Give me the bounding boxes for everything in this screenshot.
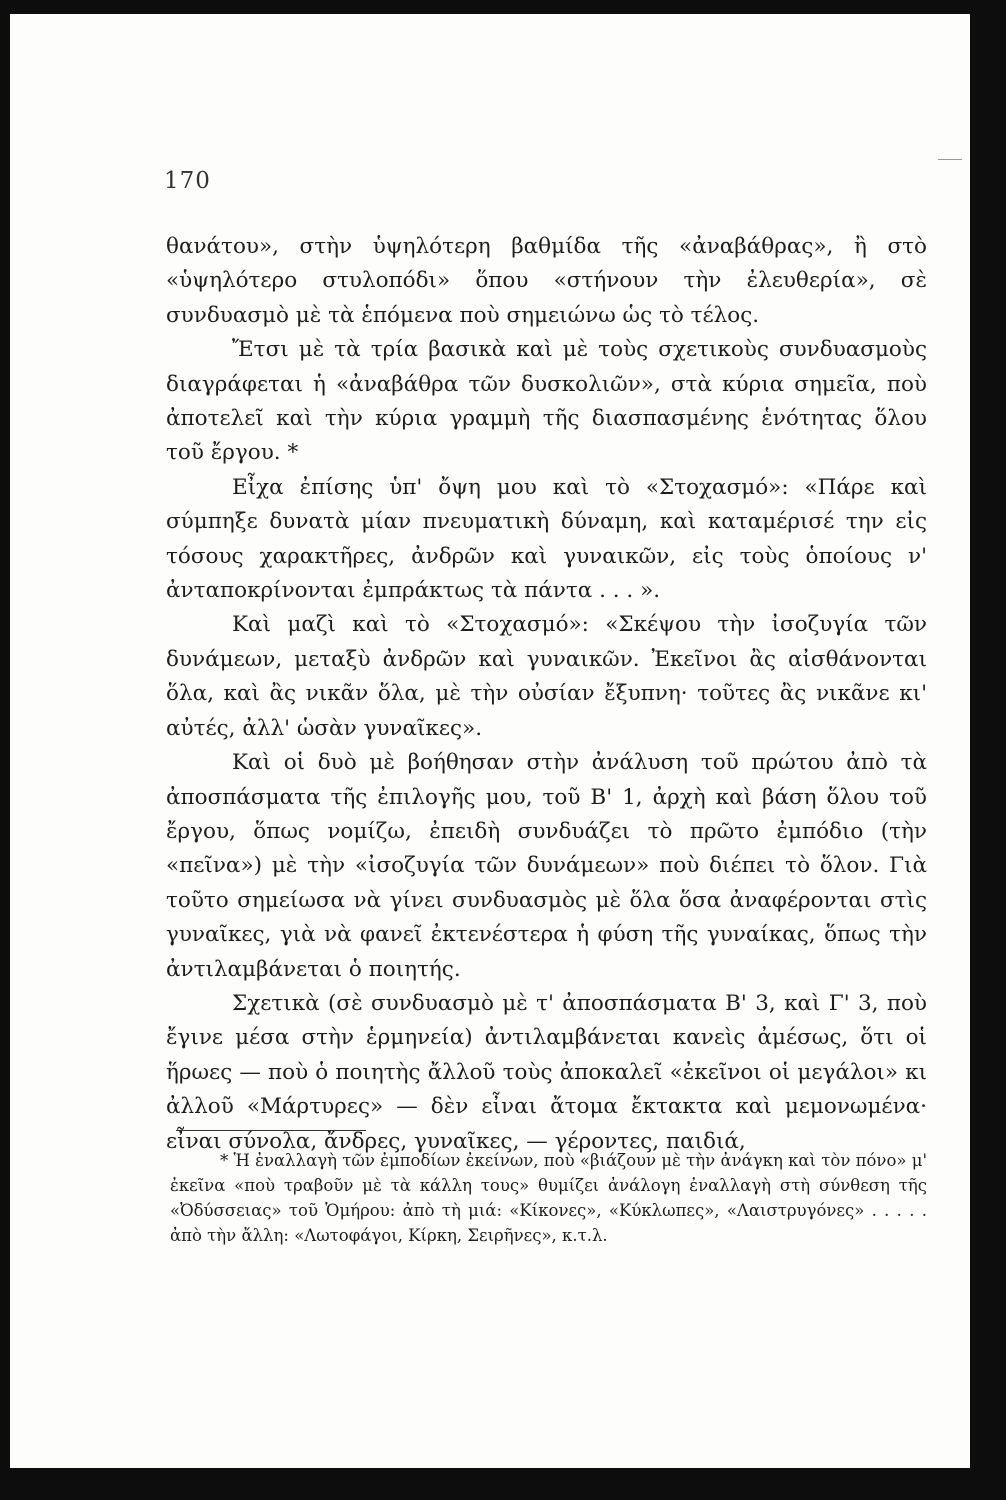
margin-mark — [938, 159, 962, 160]
page-number: 170 — [164, 168, 211, 194]
footnote — [170, 1148, 927, 1248]
paragraph: Καὶ μαζὶ καὶ τὸ «Στοχασμό»: «Σκέψου τὴν ἰσοζυγία τῶν δυνάμεων, μεταξὺ ἀνδρῶν καὶ γυναικῶν. Ἐκεῖνοι ἂς αἰσθάνονται ὅλα, καὶ ἂς νικᾶν ὅλα, μὲ τὴν οὐσίαν ἔξυπνη· τοῦτες ἂς νικᾶνε κι' αὐτές, ἀλλ' ὡσὰν γυναῖκες». — [166, 612, 927, 741]
scan-edge-right — [970, 14, 988, 1484]
paragraph: Καὶ οἱ δυὸ μὲ βοήθησαν στὴν ἀνάλυση τοῦ πρώτου ἀπὸ τὰ ἀποσπάσματα τῆς ἐπιλογῆς μου, τοῦ Β' 1, ἀρχὴ καὶ βάση ὅλου τοῦ ἔργου, ὅπως νομίζω, ἐπειδὴ συνδυάζει τὸ πρῶτο ἐμπόδιο (τὴν «πεῖνα») μὲ τὴν «ἰσοζυγία τῶν δυνάμεων» ποὺ διέπει τὸ ὅλον. Γιὰ τοῦτο σημείωσα νὰ γίνει συνδυασμὸς μὲ ὅλα ὅσα ἀναφέρονται στὶς γυναῖκες, γιὰ νὰ φανεῖ ἐκτενέστερα ἡ φύση τῆς γυναίκας, ὅπως τὴν ἀντιλαμβάνεται ὁ ποιητής. — [166, 750, 927, 982]
paper — [10, 14, 988, 1484]
paragraph: θανάτου», στὴν ὑψηλότερη βαθμίδα τῆς «ἀναβάθρας», ἢ στὸ «ὑψηλότερο στυλοπόδι» ὅπου «στήνουν τὴν ἐλευθερία», σὲ συνδυασμὸ μὲ τὰ ἑπόμενα ποὺ σημειώνω ὡς τὸ τέλος. — [166, 234, 927, 328]
paragraph: Ἔτσι μὲ τὰ τρία βασικὰ καὶ μὲ τοὺς σχετικοὺς συνδυασμοὺς διαγράφεται ἡ «ἀναβάθρα τῶν δυσκολιῶν», στὰ κύρια σημεῖα, ποὺ ἀποτελεῖ καὶ τὴν κύρια γραμμὴ τῆς διασπασμένης ἑνότητας ὅλου τοῦ ἔργου. * — [166, 337, 927, 466]
body-text — [166, 230, 927, 1159]
footnote-rule — [176, 1130, 366, 1131]
paragraph: Σχετικὰ (σὲ συνδυασμὸ μὲ τ' ἀποσπάσματα Β' 3, καὶ Γ' 3, ποὺ ἔγινε μέσα στὴν ἑρμηνεία) ἀντιλαμβάνεται κανεὶς ἀμέσως, ὅτι οἱ ἥρωες — ποὺ ὁ ποιητὴς ἄλλοῦ τοὺς ἀποκαλεῖ «ἐκεῖνοι οἱ μεγάλοι» κι ἀλλοῦ «Μάρτυρες» — δὲν εἶναι ἄτομα ἔκτακτα καὶ μεμονωμένα· εἶναι σύνολα, ἄνδρες, γυναῖκες, — γέροντες, παιδιά, — [166, 990, 927, 1154]
paragraph: Εἶχα ἐπίσης ὑπ' ὄψη μου καὶ τὸ «Στοχασμό»: «Πάρε καὶ σύμπηξε δυνατὰ μίαν πνευματικὴ δύναμη, καὶ καταμέρισέ την εἰς τόσους χαρακτῆρες, ἀνδρῶν καὶ γυναικῶν, εἰς τοὺς ὁποίους ν' ἀνταποκρίνονται ἐμπράκτως τὰ πάντα . . . ». — [166, 474, 927, 604]
scan-edge-bottom — [10, 1468, 988, 1484]
footnote-text: * Ἡ ἐναλλαγὴ τῶν ἐμποδίων ἐκείνων, ποὺ «βιάζουν μὲ τὴν ἀνάγκη καὶ τὸν πόνο» μ' ἐκεῖνα «ποὺ τραβοῦν μὲ τὰ κάλλη τους» θυμίζει ἀνάλογη ἐναλλαγὴ στὴ σύνθεση τῆς «Ὀδύσσειας» τοῦ Ὁμήρου: ἀπὸ τὴ μιά: «Κίκονες», «Κύκλωπες», «Λαιστρυγόνες» . . . . . ἀπὸ τὴν ἄλλη: «Λωτοφάγοι, Κίρκη, Σειρῆνες», κ.τ.λ. — [170, 1151, 927, 1245]
